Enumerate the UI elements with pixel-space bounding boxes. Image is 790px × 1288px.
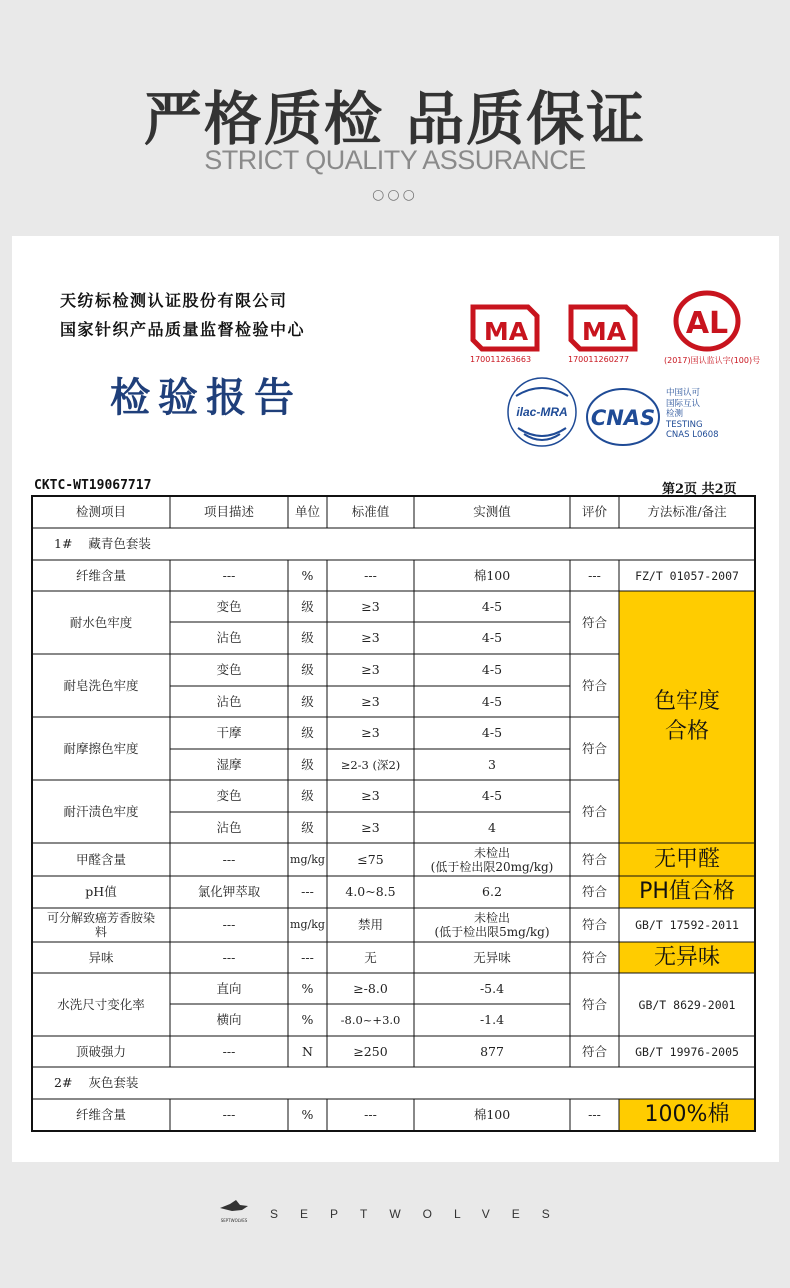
cell: -1.4 <box>479 1012 505 1027</box>
cell: 变色 <box>216 788 242 803</box>
cell: 沾色 <box>216 630 242 645</box>
cell: --- <box>301 884 314 899</box>
cell: GB/T 8629-2001 <box>638 997 736 1012</box>
cell: ≥3 <box>361 788 380 803</box>
header-method: 方法标准/备注 <box>647 504 727 519</box>
cell: 沾色 <box>216 693 242 709</box>
brand-wordmark: SEPTWOLVES <box>270 1207 572 1221</box>
section-row-2: 2# 灰色套装 <box>54 1075 139 1090</box>
cell-line: 可分解致癌芳香胺染 <box>46 911 155 925</box>
cell: 无异味 <box>473 949 511 965</box>
cell: 级 <box>301 693 314 709</box>
cell: 棉100 <box>473 567 511 583</box>
section-row-1: 1# 藏青色套装 <box>54 536 151 551</box>
cell: pH值 <box>85 884 117 899</box>
cell: mg/kg <box>290 918 325 931</box>
header-evaluation: 评价 <box>581 504 607 519</box>
cnas-accreditation-text <box>666 388 719 441</box>
cell: 符合 <box>581 677 607 693</box>
cell: ≥-8.0 <box>353 980 388 996</box>
cell: 变色 <box>216 598 242 614</box>
cell: ≥3 <box>361 598 380 614</box>
cma-badge-1-text: MA <box>483 317 529 346</box>
cell: ≥3 <box>361 662 380 677</box>
cell: % <box>301 1012 314 1027</box>
org-name: 天纺标检测认证股份有限公司 <box>60 291 288 310</box>
cnas-line: CNAS L0608 <box>666 430 719 440</box>
cell: 耐摩擦色牢度 <box>63 740 139 756</box>
cell: 氯化钾萃取 <box>197 884 261 899</box>
cell: 4.0~8.5 <box>345 884 396 899</box>
cell: 耐水色牢度 <box>69 614 133 630</box>
cell: 符合 <box>581 803 607 819</box>
cell-line: 未检出 <box>473 845 510 860</box>
cell: FZ/T 01057-2007 <box>635 568 739 583</box>
cell <box>414 908 570 942</box>
cell: -5.4 <box>479 980 505 996</box>
cell: --- <box>222 851 236 867</box>
cell: 3 <box>488 756 496 772</box>
cell <box>32 908 170 942</box>
cell-line: (低于检出限20mg/kg) <box>430 859 554 874</box>
header-measured: 实测值 <box>473 504 511 519</box>
cell: --- <box>222 949 236 965</box>
cnas-logo <box>584 386 662 448</box>
cell: --- <box>588 1107 601 1122</box>
cell-line: (低于检出限5mg/kg) <box>434 925 550 939</box>
cell: 级 <box>301 630 314 645</box>
cell: 符合 <box>581 949 607 965</box>
cma-number-2: 170011260277 <box>568 355 630 364</box>
page-indicator: 第2页 共2页 <box>662 482 737 497</box>
cell: ≥2-3 (深2) <box>340 757 401 772</box>
cell: ≥3 <box>361 693 380 709</box>
cell: 4 <box>488 819 496 835</box>
wolf-logo-icon <box>216 1196 252 1226</box>
cnas-line: 国际互认 <box>666 398 701 409</box>
wolf-logo-text: SEPTWOLVES <box>220 1218 248 1223</box>
odor-note: 无异味 <box>619 942 755 973</box>
cell: 级 <box>301 756 314 772</box>
cell: GB/T 19976-2005 <box>635 1044 739 1059</box>
cnas-line: 中国认可 <box>666 388 701 398</box>
cell: 无 <box>364 949 377 965</box>
cell: 棉100 <box>473 1107 511 1122</box>
ilac-mra-logo <box>504 374 580 450</box>
cell: 符合 <box>581 917 607 932</box>
fastness-summary-line: 色牢度 <box>653 689 720 714</box>
cell: 4-5 <box>481 662 503 677</box>
cell: 耐汗渍色牢度 <box>63 803 139 819</box>
cell: % <box>301 1107 314 1122</box>
fiber2-note: 100%棉 <box>619 1099 755 1131</box>
cell <box>414 843 570 876</box>
report-title: 检验报告 <box>110 374 302 421</box>
cell: 直向 <box>216 980 242 996</box>
cell: mg/kg <box>290 852 325 866</box>
cnas-logo-text: CNAS <box>590 406 656 430</box>
cell: ≥3 <box>361 819 380 835</box>
cell: ≥3 <box>361 725 380 740</box>
cell: 级 <box>301 598 314 614</box>
cell: 4-5 <box>481 598 503 614</box>
cma-badge-1 <box>470 304 540 352</box>
cell: % <box>301 980 314 996</box>
cell: --- <box>364 567 377 583</box>
formaldehyde-note: 无甲醛 <box>619 843 755 876</box>
ilac-mra-logo-text: ilac-MRA <box>516 405 568 419</box>
cell: ≥3 <box>361 630 380 645</box>
cell: 甲醛含量 <box>75 851 126 867</box>
cell: 4-5 <box>481 630 503 645</box>
cnas-line: TESTING <box>666 419 703 430</box>
cell: 纤维含量 <box>75 1107 126 1122</box>
cal-number: (2017)国认监认字(100)号 <box>664 356 761 365</box>
cell: 横向 <box>216 1012 242 1027</box>
cell: --- <box>222 567 236 583</box>
cell: 纤维含量 <box>75 567 126 583</box>
cell: --- <box>222 917 236 932</box>
report-number: CKTC-WT19067717 <box>34 478 152 493</box>
hero-title: 严格质检 品质保证 <box>143 85 647 153</box>
fastness-summary <box>619 591 755 843</box>
cell: 异味 <box>88 949 114 965</box>
cma-badge-2 <box>568 304 638 352</box>
cma-number-1: 170011263663 <box>470 355 532 364</box>
cell: --- <box>222 1107 236 1122</box>
cell: 符合 <box>581 996 607 1012</box>
cell: 4-5 <box>481 693 503 709</box>
cell: 级 <box>301 819 314 835</box>
cell: 耐皂洗色牢度 <box>63 677 139 693</box>
cell: 符合 <box>581 614 607 630</box>
cell: % <box>301 567 314 583</box>
cell: ≥250 <box>353 1043 388 1059</box>
ph-note: PH值合格 <box>619 876 755 908</box>
cma-badge-2-text: MA <box>581 317 627 346</box>
cell: --- <box>301 949 314 965</box>
cell: 4-5 <box>481 788 503 803</box>
header-standard: 标准值 <box>351 504 390 519</box>
header-description: 项目描述 <box>203 504 254 519</box>
fastness-summary-line: 合格 <box>664 719 709 744</box>
cell: --- <box>588 567 601 583</box>
cell: 禁用 <box>357 917 383 932</box>
hero-subtitle: STRICT QUALITY ASSURANCE <box>204 145 586 175</box>
cell-line: 料 <box>94 925 107 939</box>
cnas-line: 检测 <box>666 409 684 419</box>
cal-badge <box>672 290 742 352</box>
cell: 顶破强力 <box>75 1043 126 1059</box>
cell: 符合 <box>581 1043 607 1059</box>
hero-dots: ○○○ <box>372 187 418 203</box>
cell: 4-5 <box>481 725 503 740</box>
cell: 级 <box>301 725 314 740</box>
cell: 级 <box>301 662 314 677</box>
cell: 变色 <box>216 662 242 677</box>
cell: -8.0~+3.0 <box>340 1013 401 1027</box>
cell: 级 <box>301 788 314 803</box>
header-item: 检测项目 <box>75 504 126 519</box>
cell: GB/T 17592-2011 <box>635 918 739 932</box>
cell: 干摩 <box>216 725 242 740</box>
cell: 877 <box>480 1043 504 1059</box>
cell-line: 未检出 <box>473 911 510 925</box>
cell: 符合 <box>581 851 607 867</box>
cell: 水洗尺寸变化率 <box>57 996 145 1012</box>
cell: 湿摩 <box>216 756 242 772</box>
cell: ≤75 <box>357 851 384 867</box>
cell: --- <box>222 1043 236 1059</box>
cell: 6.2 <box>482 884 502 899</box>
cal-badge-text: AL <box>685 306 729 341</box>
cell: 沾色 <box>216 819 242 835</box>
header-unit: 单位 <box>294 504 320 519</box>
cell: --- <box>364 1107 377 1122</box>
cell: 符合 <box>581 884 607 899</box>
cell: 符合 <box>581 740 607 756</box>
cell: N <box>302 1043 313 1059</box>
center-name: 国家针织产品质量监督检验中心 <box>60 320 306 339</box>
